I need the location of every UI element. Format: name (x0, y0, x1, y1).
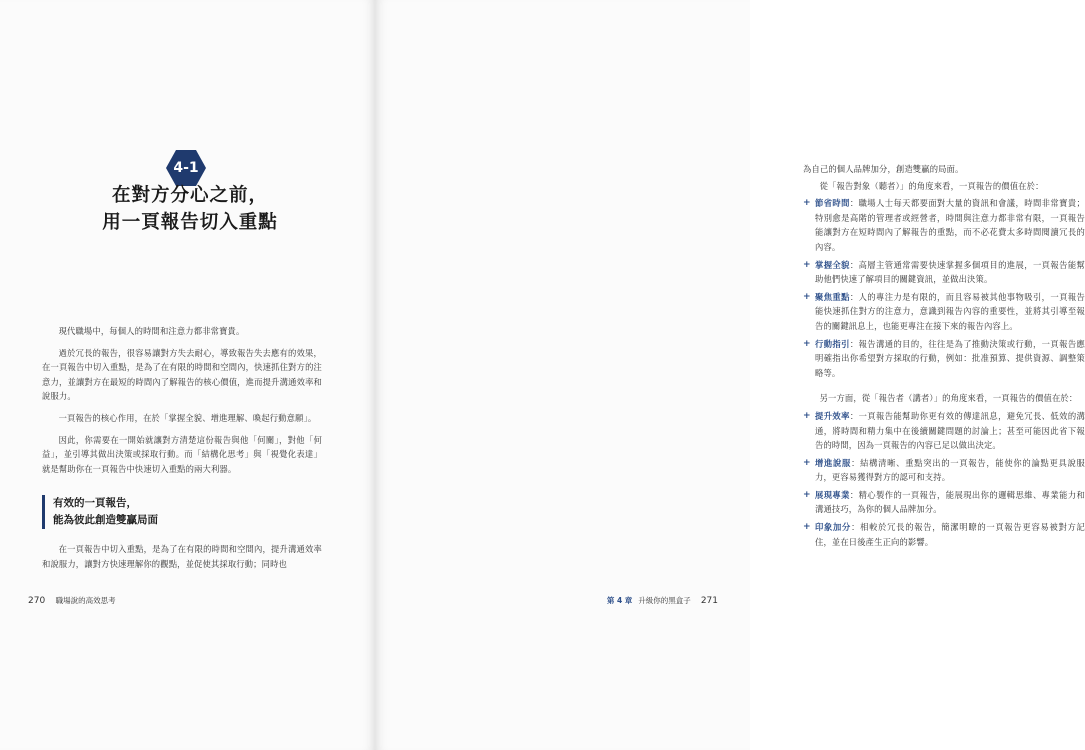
page-number-left: 270 (28, 596, 46, 606)
plus-icon: + (803, 489, 811, 500)
right-body (803, 162, 1085, 552)
right-page (375, 0, 1085, 750)
item-text: ：結構清晰、重點突出的一頁報告，能使你的論點更具說服力，更容易獲得對方的認可和支持。 (815, 457, 1085, 483)
section-title-line2: 用一頁報告切入重點 (102, 212, 278, 233)
list-item (803, 488, 1085, 517)
list-item (803, 520, 1085, 549)
item-text: ：相較於冗長的報告，簡潔明瞭的一頁報告更容易被對方記住，並在日後產生正向的影響。 (815, 522, 1085, 547)
section-title (100, 182, 280, 236)
paragraph: 另一方面，從「報告者（講者）」的角度來看，一頁報告的價值在於： (819, 393, 1078, 404)
item-term: 印象加分 (815, 522, 852, 533)
item-text: ：一頁報告能幫助你更有效的傳達訊息，避免冗長、低效的溝通，將時間和精力集中在後續關鍵問題的討論上；甚至可能因此省下報告的時間，因為一頁報告的內容已足以做出決定。 (815, 410, 1085, 451)
item-term: 掌握全貌 (815, 259, 850, 270)
list-item (803, 290, 1085, 334)
item-term: 聚焦重點 (815, 291, 850, 302)
paragraph: 過於冗長的報告，很容易讓對方失去耐心，導致報告失去應有的效果，在一頁報告中切入重點，是為了在有限的時間和空間內，快速抓住對方的注意力，並讓對方在最短的時間內了解報告的核心價值，進而提升溝通效率和說服力。 (42, 347, 322, 402)
paragraph: 因此，你需要在一開始就讓對方清楚這份報告與他「何關」，對他「何益」，並引導其做出決策或採取行動。而「結構化思考」與「視覺化表達」就是幫助你在一頁報告中快速切入重點的兩大利器。 (42, 434, 322, 474)
list-item (803, 409, 1085, 453)
plus-icon: + (803, 338, 811, 349)
paragraph: 在一頁報告中切入重點，是為了在有限的時間和空間內，提升溝通效率和說服力，讓對方快速理解你的觀點，並促使其採取行動；同時也 (42, 544, 322, 569)
item-text: ：高層主管通常需要快速掌握多個項目的進展，一頁報告能幫助他們快速了解項目的關鍵資訊，並做出決策。 (815, 259, 1085, 285)
subsection-heading (42, 495, 323, 529)
item-text: ：精心製作的一頁報告，能展現出你的邏輯思維、專業能力和溝通技巧，為你的個人品牌加分。 (815, 489, 1085, 515)
chapter-title: 升級你的黑盒子 (638, 596, 691, 605)
list-item (803, 337, 1085, 381)
plus-icon: + (803, 522, 811, 533)
plus-icon: + (803, 291, 811, 302)
chapter-label: 第 4 章 (606, 596, 633, 605)
plus-icon: + (803, 198, 811, 209)
item-text: ：人的專注力是有限的，而且容易被其他事物吸引，一頁報告能快速抓住對方的注意力，意識到報告內容的重要性，並將其引導至報告的關鍵訊息上，也能更專注在接下來的報告內容上。 (815, 291, 1085, 331)
item-text: ：報告溝通的目的，往往是為了推動決策或行動，一頁報告應明確指出你希望對方採取的行動，例如：批准預算、提供資源、調整策略等。 (815, 338, 1085, 378)
list-item (803, 258, 1085, 287)
subsection-heading-line1: 有效的一頁報告， (53, 497, 137, 509)
item-term: 展現專業 (815, 489, 850, 500)
plus-icon: + (803, 457, 811, 468)
right-footer (607, 595, 718, 606)
subsection-heading-line2: 能為彼此創造雙贏局面 (53, 514, 158, 526)
paragraph: 現代職場中，每個人的時間和注意力都非常寶貴。 (58, 326, 245, 336)
plus-icon: + (803, 259, 811, 270)
left-body (42, 324, 322, 483)
list-item (803, 456, 1085, 485)
plus-icon: + (803, 410, 811, 421)
left-body-bottom (42, 542, 322, 571)
section-number: 4-1 (173, 160, 199, 176)
page-number-right: 271 (700, 595, 718, 606)
item-text: ：職場人士每天都要面對大量的資訊和會議，時間非常寶貴；特別愈是高階的管理者或經營者，時間與注意力都非常有限，一頁報告能讓對方在短時間內了解報告的重點，而不必花費太多時間閱讀冗長的內容。 (815, 198, 1085, 252)
left-page (0, 0, 375, 750)
paragraph: 從「報告對象（聽者）」的角度來看，一頁報告的價值在於： (819, 180, 1044, 191)
paragraph: 為自己的個人品牌加分，創造雙贏的局面。 (803, 164, 964, 174)
section-badge (166, 150, 206, 186)
book-title: 職場說的高效思考 (55, 596, 116, 605)
left-footer (28, 595, 116, 606)
section-title-line1: 在對方分心之前， (111, 185, 268, 206)
item-term: 節省時間 (815, 198, 850, 209)
item-term: 提升效率 (815, 410, 850, 421)
paragraph: 一頁報告的核心作用，在於「掌握全貌、增進理解、喚起行動意願」。 (58, 412, 317, 423)
list-item (803, 196, 1085, 254)
item-term: 增進說服 (815, 457, 852, 468)
item-term: 行動指引 (815, 338, 850, 349)
